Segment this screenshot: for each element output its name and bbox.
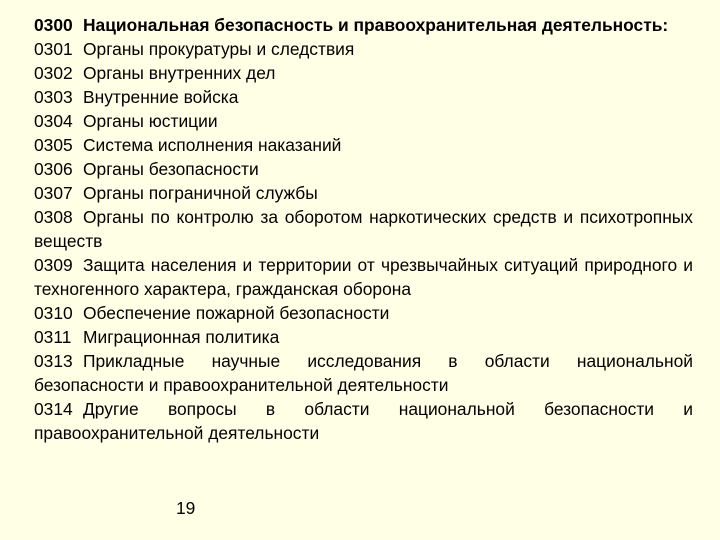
- list-item: [34, 133, 693, 157]
- list-item: [34, 157, 693, 181]
- list-item: [34, 349, 693, 397]
- section-code: 0300: [34, 15, 73, 35]
- item-text: Другие вопросы в области национальной безопасности и правоохранительной деятельности: [34, 399, 693, 443]
- item-code: 0304: [34, 111, 73, 131]
- item-text: Миграционная политика: [83, 327, 280, 347]
- list-item: [34, 325, 693, 349]
- item-code: 0303: [34, 87, 73, 107]
- item-text: Органы юстиции: [83, 111, 218, 131]
- item-text: Органы пограничной службы: [83, 183, 318, 203]
- item-text: Внутренние войска: [83, 87, 239, 107]
- section-title: Национальная безопасность и правоохранительная деятельность:: [83, 15, 669, 35]
- page-number: 19: [176, 498, 196, 518]
- item-code: 0307: [34, 183, 73, 203]
- item-code: 0305: [34, 135, 73, 155]
- list-item: [34, 253, 693, 301]
- item-text: Органы безопасности: [83, 159, 259, 179]
- item-text: Органы внутренних дел: [83, 63, 276, 83]
- item-code: 0301: [34, 39, 73, 59]
- list-item: [34, 181, 693, 205]
- classification-list: [34, 13, 693, 445]
- item-code: 0308: [34, 207, 73, 227]
- list-item: [34, 397, 693, 445]
- item-text: Органы прокуратуры и следствия: [83, 39, 355, 59]
- item-code: 0313: [34, 351, 73, 371]
- item-text: Органы по контролю за оборотом наркотических средств и психотропных веществ: [34, 207, 693, 251]
- list-item: [34, 109, 693, 133]
- item-code: 0306: [34, 159, 73, 179]
- item-text: Обеспечение пожарной безопасности: [83, 303, 390, 323]
- item-text: Защита населения и территории от чрезвычайных ситуаций природного и техногенного характера, гражданская оборона: [34, 255, 693, 299]
- list-item: [34, 61, 693, 85]
- item-text: Прикладные научные исследования в области национальной безопасности и правоохранительной деятельности: [34, 351, 693, 395]
- item-code: 0311: [34, 327, 72, 347]
- list-item: [34, 205, 693, 253]
- item-code: 0314: [34, 399, 73, 419]
- item-code: 0309: [34, 255, 73, 275]
- list-item: [34, 301, 693, 325]
- item-code: 0302: [34, 63, 73, 83]
- section-heading: [34, 13, 693, 37]
- list-item: [34, 85, 693, 109]
- item-text: Система исполнения наказаний: [83, 135, 342, 155]
- list-item: [34, 37, 693, 61]
- item-code: 0310: [34, 303, 73, 323]
